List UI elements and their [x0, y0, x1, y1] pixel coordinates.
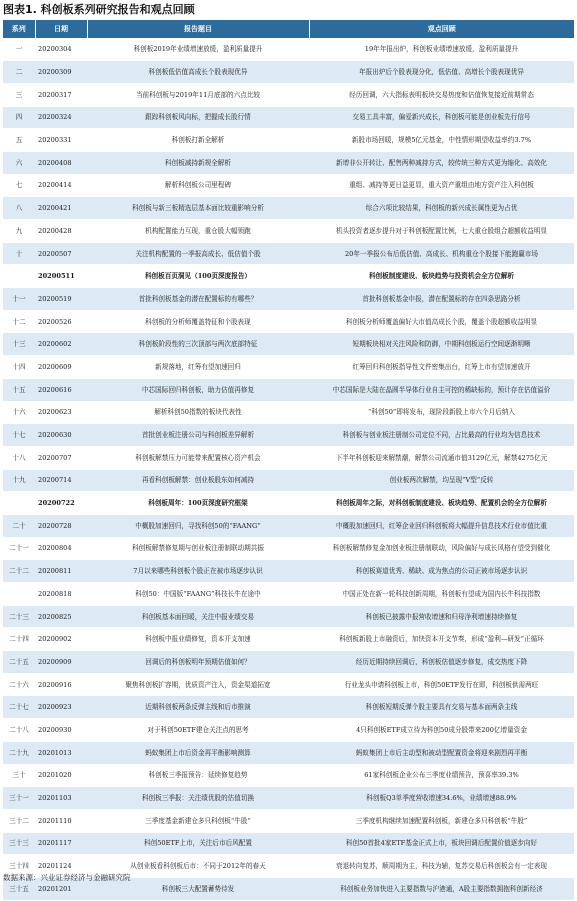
view-cell: 19年年报出炉，科创板业绩增速放缓，盈利质量提升	[309, 38, 574, 61]
date-cell: 20200902	[35, 628, 87, 651]
view-cell: 科创板与创业板注册制公司定位不同，占比最高的行业均为信息技术	[309, 424, 574, 447]
title-cell: 科创板百页洞见（100页深度报告）	[87, 265, 309, 288]
table-row	[3, 197, 574, 220]
series-cell: 九	[3, 220, 35, 243]
title-cell: 科创板与新三板精选层基本面比较重影响分析	[87, 197, 309, 220]
header-series: 系列	[3, 20, 35, 38]
series-cell: 二十六	[3, 673, 35, 696]
table-row	[3, 220, 574, 243]
title-cell: 关注机构配置的一季报高成长、低估值个股	[87, 242, 309, 265]
table-row	[3, 583, 574, 606]
date-cell: 20200408	[35, 151, 87, 174]
date-cell: 20200526	[35, 310, 87, 333]
table-row	[3, 605, 574, 628]
title-cell: 三季度基金新建仓多只科创板“牛股”	[87, 809, 309, 832]
series-cell: 三十一	[3, 787, 35, 810]
view-cell: 下半年科创板迎来解禁潮，解禁公司流通市值3129亿元，解禁4275亿元	[309, 446, 574, 469]
table-row	[3, 174, 574, 197]
title-cell: 再看科创板解禁：创业板股东如何减持	[87, 469, 309, 492]
view-cell: 中概股加速回归，红筹企业回归科创板将大幅提升信息技术行业市值比重	[309, 514, 574, 537]
date-cell: 20200511	[35, 265, 87, 288]
date-cell: 20200630	[35, 424, 87, 447]
view-cell: 科创板Q3单季度营收增速34.6%，业绩增速88.9%	[309, 787, 574, 810]
view-cell: 科创板赛道优秀、稀缺、成为焦点的公司正被市场逐步认识	[309, 560, 574, 583]
data-source: 数据来源：兴业证券经济与金融研究院	[3, 873, 131, 882]
table-row	[3, 106, 574, 129]
header-date: 日期	[35, 20, 87, 38]
view-cell: “科创50”即将发布，现阶段新股上市六个月后纳入	[309, 401, 574, 424]
table-row	[3, 469, 574, 492]
view-cell: 蚂蚁集团上市后主动型和被动型配置资金将迎来剧烈再平衡	[309, 741, 574, 764]
title-cell: 聚焦科创板扩容期，优质资产注入，资金渠道拓宽	[87, 673, 309, 696]
date-cell: 20200304	[35, 38, 87, 61]
table-row	[3, 151, 574, 174]
title-cell: 机构配置能力互现，重仓股大幅领跑	[87, 220, 309, 243]
date-cell: 20200428	[35, 220, 87, 243]
header-view: 观点回顾	[309, 20, 574, 38]
date-cell: 20200811	[35, 560, 87, 583]
date-cell: 20200324	[35, 106, 87, 129]
table-row	[3, 787, 574, 810]
table-row	[3, 537, 574, 560]
date-cell: 20201013	[35, 741, 87, 764]
series-cell: 六	[3, 151, 35, 174]
title-cell: 首批创业板注册公司与科创板差异解析	[87, 424, 309, 447]
series-cell: 二	[3, 61, 35, 84]
series-cell: 十六	[3, 401, 35, 424]
table-row	[3, 492, 574, 515]
view-cell: 三季度机构继续加速配置科创板，新建仓多只科创板“牛股”	[309, 809, 574, 832]
series-cell: 三十三	[3, 832, 35, 855]
table-row	[3, 424, 574, 447]
table-row	[3, 61, 574, 84]
title-cell: 科创50ETF上市，关注后市后风配置	[87, 832, 309, 855]
view-cell: 科创板业务加快进入主要指数与沪港通，A股主要指数拥抱科创新经济	[309, 877, 574, 900]
title-cell: 中芯国际回归科创板，助力估值再修复	[87, 378, 309, 401]
date-cell: 20200714	[35, 469, 87, 492]
date-cell: 20200930	[35, 719, 87, 742]
view-cell: 科创板分析师覆盖偏好大市值高成长个股，覆盖个股超额收益明显	[309, 310, 574, 333]
date-cell: 20200804	[35, 537, 87, 560]
date-cell: 20200519	[35, 288, 87, 311]
view-cell: 经历近期持续回调后，科创板估值逐步修复，成交热度下降	[309, 651, 574, 674]
title-cell: 首批科创板基金的潜在配置标的有哪些？	[87, 288, 309, 311]
table-row	[3, 333, 574, 356]
table-row	[3, 83, 574, 106]
series-cell: 二十五	[3, 651, 35, 674]
series-cell: 七	[3, 174, 35, 197]
view-cell: 首批科创板基金申报，潜在配置标的存在四条思路分析	[309, 288, 574, 311]
view-cell: 科创板制度建设、板块趋势与投资机会全方位解析	[309, 265, 574, 288]
series-cell	[3, 583, 35, 606]
table-header-row	[3, 20, 574, 38]
series-cell: 二十	[3, 514, 35, 537]
date-cell: 20201020	[35, 764, 87, 787]
date-cell: 20200916	[35, 673, 87, 696]
series-cell: 三十四	[3, 855, 35, 878]
series-cell: 二十一	[3, 537, 35, 560]
date-cell: 20200616	[35, 378, 87, 401]
series-cell: 十三	[3, 333, 35, 356]
table-body	[3, 38, 574, 900]
figure-title: 图表1. 科创板系列研究报告和观点回顾	[3, 3, 195, 16]
table-row	[3, 809, 574, 832]
series-cell: 十五	[3, 378, 35, 401]
title-cell: 科创板减持新规全解析	[87, 151, 309, 174]
series-cell: 十八	[3, 446, 35, 469]
title-cell: 科创板三大配置蓄势待发	[87, 877, 309, 900]
title-cell: 新规落地，红筹有望加速回归	[87, 356, 309, 379]
date-cell: 20200317	[35, 83, 87, 106]
date-cell: 20201201	[35, 877, 87, 900]
table-row	[3, 514, 574, 537]
date-cell: 20201117	[35, 832, 87, 855]
series-cell: 二十四	[3, 628, 35, 651]
table-row	[3, 129, 574, 152]
title-cell: 科创板三季报：关注绩优股的估值切换	[87, 787, 309, 810]
table-row	[3, 446, 574, 469]
series-cell: 二十八	[3, 719, 35, 742]
view-cell: 短期板块相对关注风险和防御，中期科创板运行空间逐渐明晰	[309, 333, 574, 356]
date-cell: 20200707	[35, 446, 87, 469]
series-cell: 一	[3, 38, 35, 61]
view-cell: 衰退转向复苏，顺周期为主，科技为辅，复苏交易后科创板会有一定表现	[309, 855, 574, 878]
header-title: 报告题目	[87, 20, 309, 38]
title-cell: 中概股加速回归，寻找科创50的“FAANG”	[87, 514, 309, 537]
series-cell: 十一	[3, 288, 35, 311]
table-row	[3, 628, 574, 651]
series-cell	[3, 492, 35, 515]
table-row	[3, 242, 574, 265]
view-cell: 经历回调，六大指标表明板块交易热度和估值恢复接近前期常态	[309, 83, 574, 106]
date-cell: 20200414	[35, 174, 87, 197]
table-row	[3, 651, 574, 674]
date-cell: 20201110	[35, 809, 87, 832]
table-row	[3, 741, 574, 764]
series-cell: 十四	[3, 356, 35, 379]
view-cell: 重组、减持等更日益更显，重大资产重组由地方资产注入科创板	[309, 174, 574, 197]
series-cell: 二十九	[3, 741, 35, 764]
series-cell: 十九	[3, 469, 35, 492]
title-cell: 科创50：中国版“FAANG”科技长牛在途中	[87, 583, 309, 606]
title-cell: 科创板打新全解析	[87, 129, 309, 152]
date-cell: 20200602	[35, 333, 87, 356]
series-cell: 八	[3, 197, 35, 220]
view-cell: 20年一季报公布后低估值、高成长、机构重仓个股接下能跑赢市场	[309, 242, 574, 265]
series-cell: 十	[3, 242, 35, 265]
title-cell: 7月以来哪些科创板个股正在被市场逐步认识	[87, 560, 309, 583]
view-cell: 年报出炉后个股表现分化，低估值、高增长个股表现优异	[309, 61, 574, 84]
date-cell: 20200923	[35, 696, 87, 719]
table-row	[3, 560, 574, 583]
title-cell: 解析科创板公司里程碑	[87, 174, 309, 197]
series-cell: 四	[3, 106, 35, 129]
view-cell: 科创板短期反弹个股主要具有交易与基本面两条主线	[309, 696, 574, 719]
series-cell: 十二	[3, 310, 35, 333]
view-cell: 4只科创板ETF成立待为科创50成分股带来200亿增量资金	[309, 719, 574, 742]
date-cell: 20201124	[35, 855, 87, 878]
title-cell: 科创板中报业绩修复，资本开支加速	[87, 628, 309, 651]
title-cell: 当前科创板与2019年11月底部的六点比较	[87, 83, 309, 106]
title-cell: 近期科创板两条反弹主线和后市推演	[87, 696, 309, 719]
view-cell: 行业龙头申请科创板上市，科创50ETF发行在即，科创板供需两旺	[309, 673, 574, 696]
date-cell: 20200421	[35, 197, 87, 220]
table-row	[3, 832, 574, 855]
table-row	[3, 401, 574, 424]
table-row	[3, 310, 574, 333]
title-cell: 科创板周年：100页深度研究框架	[87, 492, 309, 515]
series-cell: 三十	[3, 764, 35, 787]
title-cell: 科创板阶段性的三次顶部与两次底部特征	[87, 333, 309, 356]
view-cell: 科创板周年之际，对科创板制度建设、板块趋势、配置机会的全方位解析	[309, 492, 574, 515]
title-cell: 科创板解禁修复期与创业板注册制联动期共振	[87, 537, 309, 560]
table-row	[3, 719, 574, 742]
title-cell: 从创业板看科创板后市：不同于2012年的春天	[87, 855, 309, 878]
date-cell: 20200609	[35, 356, 87, 379]
table-row	[3, 356, 574, 379]
date-cell: 20201103	[35, 787, 87, 810]
table-row	[3, 288, 574, 311]
title-cell: 对于科创50ETF建仓关注点的思考	[87, 719, 309, 742]
title-cell: 科创板2019年业绩增速放缓，盈利质量提升	[87, 38, 309, 61]
title-cell: 蚂蚁集团上市后资金再平衡影响测算	[87, 741, 309, 764]
series-cell: 三十二	[3, 809, 35, 832]
view-cell: 新股市场回暖，规模5亿元基金，中性情形期望收益率约3.7%	[309, 129, 574, 152]
view-cell: 中芯国际是大陆在晶圆半导体行业自主可控的稀缺标的，预计存在估值溢价	[309, 378, 574, 401]
series-cell: 二十七	[3, 696, 35, 719]
date-cell: 20200825	[35, 605, 87, 628]
series-cell: 三十五	[3, 877, 35, 900]
view-cell: 中国正处在新一轮科技创新周期，科创板有望成为国内长牛科技指数	[309, 583, 574, 606]
view-cell: 61家科创板企业公布三季度业绩预告，预喜率39.3%	[309, 764, 574, 787]
title-cell: 跟踪科创板风向标，把握成长股行情	[87, 106, 309, 129]
date-cell: 20200818	[35, 583, 87, 606]
view-cell: 科创板解禁修复金加创业板注册制联动，风险偏好与成长风格有望受到催化	[309, 537, 574, 560]
title-cell: 科创板三季报预告：延续修复趋势	[87, 764, 309, 787]
table-row	[3, 673, 574, 696]
series-cell: 五	[3, 129, 35, 152]
view-cell: 科创板新股上市融资后，加快资本开支节奏，形成“盈利—研发”正循环	[309, 628, 574, 651]
view-cell: 新增非公开转让、配售两种减持方式，较传统三种方式更为缩化、高效化	[309, 151, 574, 174]
title-cell: 科创板基本面回暖，关注中报业绩交易	[87, 605, 309, 628]
report-table	[3, 20, 574, 901]
title-cell: 科创板解禁压力可能带来配置核心资产机会	[87, 446, 309, 469]
table-row	[3, 764, 574, 787]
date-cell: 20200909	[35, 651, 87, 674]
table-row	[3, 265, 574, 288]
date-cell: 20200623	[35, 401, 87, 424]
view-cell: 科创50首批4家ETF基金正式上市，板块回调后配置价值逐步向好	[309, 832, 574, 855]
date-cell: 20200309	[35, 61, 87, 84]
view-cell: 机头投资者逐步提升对于科创板配置比例，七大重仓股组合超额收益明显	[309, 220, 574, 243]
view-cell: 红筹回归科创板指导性文件密集出台，红筹上市有望加速放开	[309, 356, 574, 379]
title-cell: 科创板的分析师覆盖特征和个股表现	[87, 310, 309, 333]
series-cell: 三	[3, 83, 35, 106]
table-row	[3, 378, 574, 401]
series-cell: 十七	[3, 424, 35, 447]
table-row	[3, 38, 574, 61]
date-cell: 20200728	[35, 514, 87, 537]
date-cell: 20200507	[35, 242, 87, 265]
series-cell	[3, 265, 35, 288]
series-cell: 二十三	[3, 605, 35, 628]
title-cell: 科创板低估值高成长个股表现优异	[87, 61, 309, 84]
table-row	[3, 696, 574, 719]
date-cell: 20200722	[35, 492, 87, 515]
view-cell: 科创板已披露中报营收增速和归母净利增速持续修复	[309, 605, 574, 628]
title-cell: 解析科创50指数的板块代表性	[87, 401, 309, 424]
date-cell: 20200331	[35, 129, 87, 152]
view-cell: 综合六项比较结果，科创板的新兴成长属性更为占优	[309, 197, 574, 220]
view-cell: 交易工具丰富，偏爱新兴成长，科创板可能是创业板先行信号	[309, 106, 574, 129]
view-cell: 创业板两次解禁，均呈现“V型”反转	[309, 469, 574, 492]
title-cell: 回调后的科创板明年预期估值如何？	[87, 651, 309, 674]
series-cell: 二十二	[3, 560, 35, 583]
